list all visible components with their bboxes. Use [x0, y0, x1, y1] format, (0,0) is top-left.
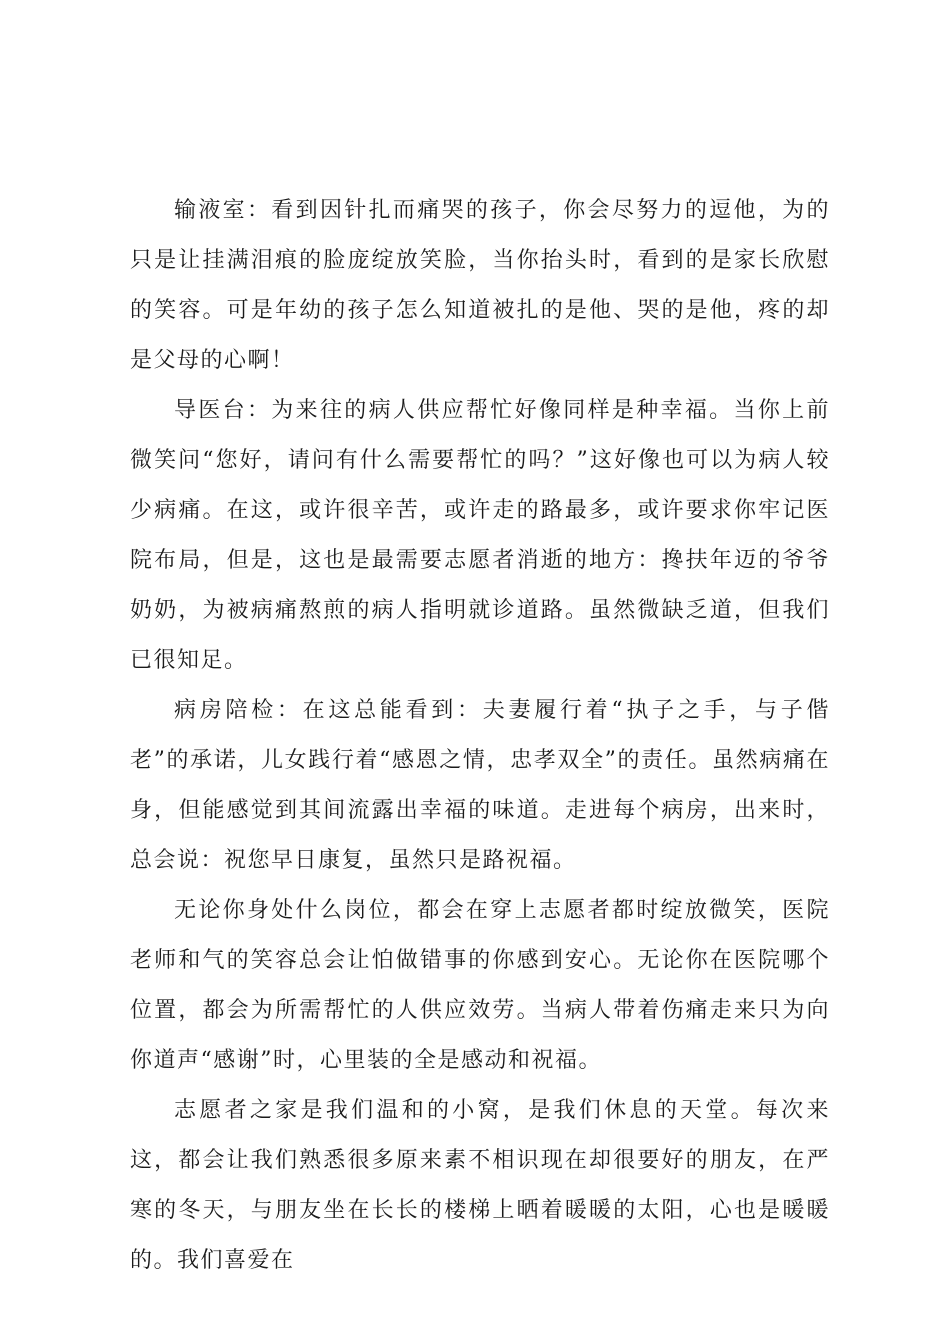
paragraph-ward-escort: 病房陪检：在这总能看到：夫妻履行着“执子之手，与子偕老”的承诺，儿女践行着“感恩之情，忠孝双全”的责任。虽然病痛在身，但能感觉到其间流露出幸福的味道。走进每个病房，出来时，总会说：祝您早日康复，虽然只是路祝福。 [130, 698, 830, 873]
paragraph-guide-desk: 导医台：为来往的病人供应帮忙好像同样是种幸福。当你上前微笑问“您好，请问有什么需要帮忙的吗？”这好像也可以为病人较少病痛。在这，或许很辛苦，或许走的路最多，或许要求你牢记医院布局，但是，这也是最需要志愿者消逝的地方：搀扶年迈的爷爷奶奶，为被病痛熬煎的病人指明就诊道路。虽然微缺乏道，但我们已很知足。 [130, 398, 830, 673]
paragraph-infusion-room: 输液室：看到因针扎而痛哭的孩子，你会尽努力的逗他，为的只是让挂满泪痕的脸庞绽放笑脸，当你抬头时，看到的是家长欣慰的笑容。可是年幼的孩子怎么知道被扎的是他、哭的是他，疼的却是父母的心啊！ [130, 198, 830, 373]
paragraph-any-post: 无论你身处什么岗位，都会在穿上志愿者都时绽放微笑，医院老师和气的笑容总会让怕做错事的你感到安心。无论你在医院哪个位置，都会为所需帮忙的人供应效劳。当病人带着伤痛走来只为向你道声“感谢”时，心里装的全是感动和祝福。 [130, 898, 830, 1073]
paragraph-volunteer-home: 志愿者之家是我们温和的小窝，是我们休息的天堂。每次来这，都会让我们熟悉很多原来素不相识现在却很要好的朋友，在严寒的冬天，与朋友坐在长长的楼梯上晒着暖暖的太阳，心也是暖暖的。我们喜爱在 [130, 1098, 830, 1273]
document-body [130, 186, 830, 1286]
